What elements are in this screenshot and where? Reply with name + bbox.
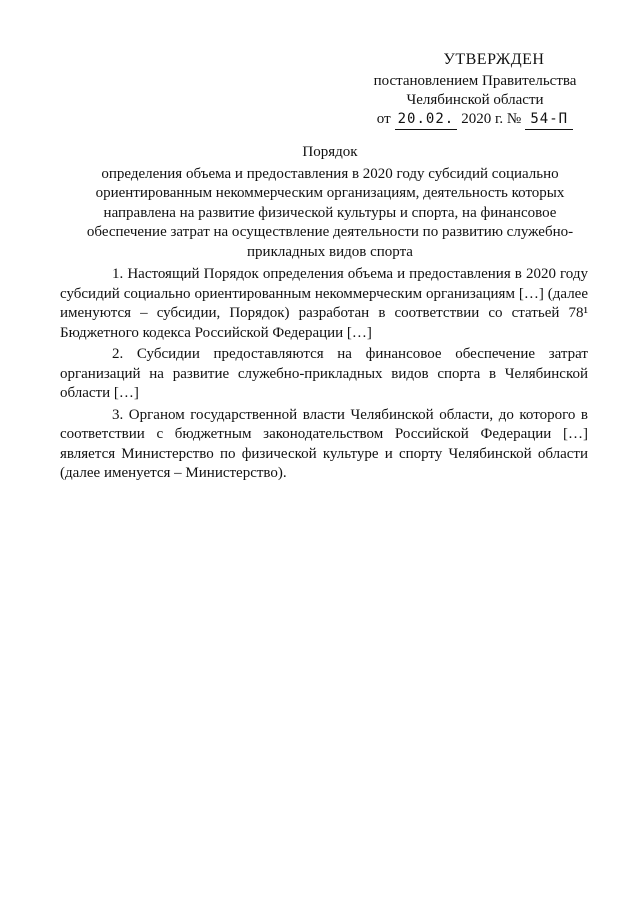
approval-heading: УТВЕРЖДЕН — [443, 51, 545, 68]
handwritten-number: 54-П — [525, 110, 573, 130]
document-body — [60, 265, 588, 486]
date-year: 2020 г. № — [461, 111, 522, 127]
paragraph-1: 1. Настоящий Порядок определения объема и предоставления в 2020 году субсидий социально ориентированным некоммерческим организациям […] (далее именуются – субсидии, Порядок) разработан в соответствии со статьей 78¹ Бюджетного кодекса Российской Федерации […] — [60, 266, 588, 341]
approval-line-1: постановлением Правительства — [373, 73, 577, 89]
document-title — [80, 143, 580, 262]
paragraph-3: 3. Органом государственной власти Челябинской области, до которого в соответствии с бюджетным законодательством Российской Федерации […] является Министерство по физической культуре и спорту Челябинской области (далее именуется – Министерство). — [60, 406, 588, 481]
paragraph-2: 2. Субсидии предоставляются на финансовое обеспечение затрат организаций на развитие служебно-прикладных видов спорта в Челябинской области […] — [60, 346, 588, 401]
approval-date-row — [360, 110, 590, 130]
title-text: определения объема и предоставления в 2020 году субсидий социально ориентированным некоммерческим организациям, деятельность которых направлена на развитие физической культуры и спорта, на финансовое обеспечение затрат на осуществление деятельности по развитию служебно-прикладных видов спорта — [86, 165, 574, 260]
date-prefix: от — [376, 111, 391, 127]
approval-line-2: Челябинской области — [406, 92, 544, 108]
handwritten-date: 20.02. — [395, 110, 458, 130]
approval-stamp — [360, 50, 590, 130]
title-word: Порядок — [302, 144, 358, 160]
